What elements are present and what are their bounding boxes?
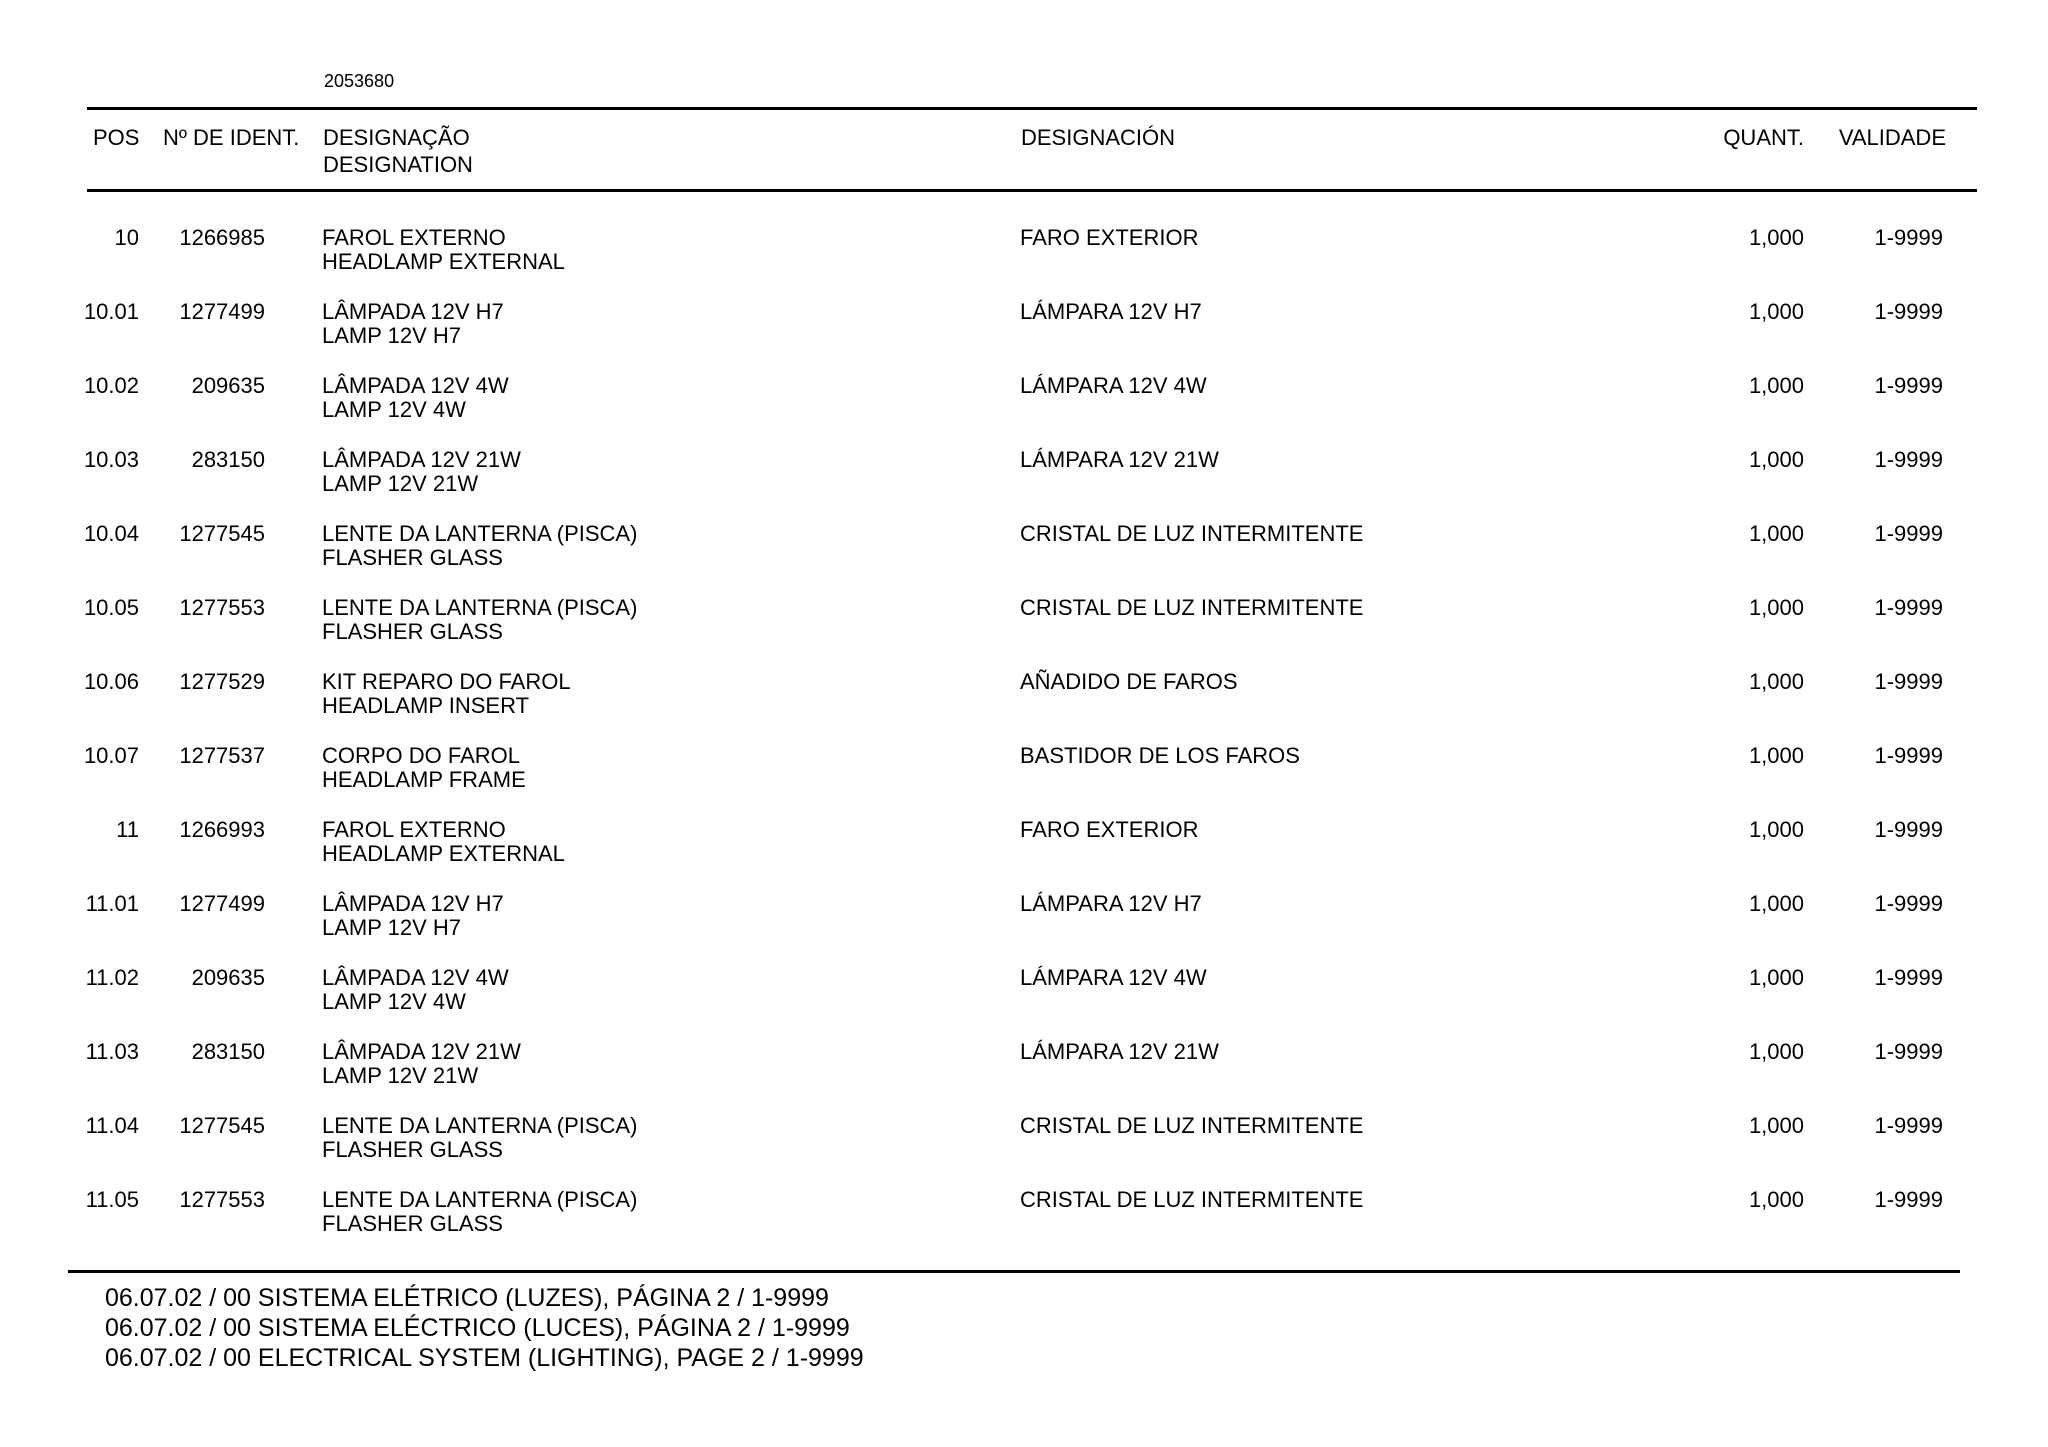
header-pos: POS xyxy=(93,125,140,150)
header-rule xyxy=(87,189,1977,192)
cell-designation-pt: LÂMPADA 12V H7 xyxy=(322,891,504,916)
cell-pos: 10.05 xyxy=(83,595,139,620)
cell-ident: 1277553 xyxy=(179,595,265,620)
cell-designation-es: CRISTAL DE LUZ INTERMITENTE xyxy=(1020,521,1364,546)
cell-designation xyxy=(322,596,637,644)
table-row xyxy=(0,1114,2048,1188)
cell-ident: 209635 xyxy=(191,965,265,990)
header-designation-en: DESIGNATION xyxy=(323,152,473,177)
table-row xyxy=(0,522,2048,596)
cell-ident: 209635 xyxy=(191,373,265,398)
table-row xyxy=(0,1040,2048,1114)
cell-validity: 1-9999 xyxy=(1874,595,1943,620)
cell-designation-es: CRISTAL DE LUZ INTERMITENTE xyxy=(1020,1113,1364,1138)
cell-quantity: 1,000 xyxy=(1748,669,1804,694)
cell-quantity: 1,000 xyxy=(1748,891,1804,916)
cell-designation-pt: KIT REPARO DO FAROL xyxy=(322,669,571,694)
cell-pos: 11.04 xyxy=(85,1113,139,1138)
cell-quantity: 1,000 xyxy=(1748,817,1804,842)
cell-designation-es: CRISTAL DE LUZ INTERMITENTE xyxy=(1020,595,1364,620)
cell-pos: 11.03 xyxy=(85,1039,139,1064)
cell-designation-pt: LÂMPADA 12V 21W xyxy=(322,447,521,472)
cell-validity: 1-9999 xyxy=(1874,1039,1943,1064)
cell-quantity: 1,000 xyxy=(1748,1187,1804,1212)
header-quantity: QUANT. xyxy=(1723,125,1804,150)
cell-designation-pt: LÂMPADA 12V 21W xyxy=(322,1039,521,1064)
cell-ident: 1277499 xyxy=(179,299,265,324)
cell-quantity: 1,000 xyxy=(1748,595,1804,620)
cell-designation-en: FLASHER GLASS xyxy=(322,619,503,644)
cell-validity: 1-9999 xyxy=(1874,225,1943,250)
cell-quantity: 1,000 xyxy=(1748,743,1804,768)
cell-designation xyxy=(322,300,504,348)
cell-designation-pt: LÂMPADA 12V 4W xyxy=(322,965,509,990)
cell-pos: 10.01 xyxy=(83,299,139,324)
cell-pos: 10.07 xyxy=(83,743,139,768)
cell-designation-en: LAMP 12V H7 xyxy=(322,323,462,348)
cell-designation xyxy=(322,1114,637,1162)
cell-designation-es: LÁMPARA 12V 21W xyxy=(1020,1039,1219,1064)
footer-line-pt: 06.07.02 / 00 SISTEMA ELÉTRICO (LUZES), PÁGINA 2 / 1-9999 xyxy=(105,1284,829,1312)
cell-validity: 1-9999 xyxy=(1874,965,1943,990)
cell-pos: 11 xyxy=(116,817,139,842)
cell-ident: 1277553 xyxy=(179,1187,265,1212)
cell-designation-en: HEADLAMP EXTERNAL xyxy=(322,249,565,274)
cell-designation xyxy=(322,226,565,274)
cell-pos: 11.05 xyxy=(85,1187,139,1212)
header-ident: Nº DE IDENT. xyxy=(163,125,300,150)
cell-designation-es: FARO EXTERIOR xyxy=(1020,817,1199,842)
cell-designation-en: LAMP 12V 21W xyxy=(322,471,479,496)
cell-designation-es: FARO EXTERIOR xyxy=(1020,225,1199,250)
table-row xyxy=(0,818,2048,892)
header-designation xyxy=(323,124,473,178)
cell-designation-es: CRISTAL DE LUZ INTERMITENTE xyxy=(1020,1187,1364,1212)
cell-designation-es: LÁMPARA 12V H7 xyxy=(1020,891,1202,916)
cell-designation-es: LÁMPARA 12V 4W xyxy=(1020,373,1207,398)
cell-designation xyxy=(322,374,509,422)
cell-designation-en: HEADLAMP EXTERNAL xyxy=(322,841,565,866)
cell-ident: 283150 xyxy=(191,447,265,472)
page-footer xyxy=(105,1283,864,1373)
cell-ident: 1277537 xyxy=(179,743,265,768)
cell-designation-es: LÁMPARA 12V 4W xyxy=(1020,965,1207,990)
cell-pos: 11.02 xyxy=(85,965,139,990)
cell-designation-pt: LÂMPADA 12V H7 xyxy=(322,299,504,324)
cell-designation-pt: FAROL EXTERNO xyxy=(322,817,506,842)
cell-validity: 1-9999 xyxy=(1874,373,1943,398)
header-designation-pt: DESIGNAÇÃO xyxy=(323,125,470,150)
cell-designation xyxy=(322,670,571,718)
cell-designation-en: HEADLAMP FRAME xyxy=(322,767,526,792)
cell-designation-es: AÑADIDO DE FAROS xyxy=(1020,669,1238,694)
cell-ident: 1277545 xyxy=(179,1113,265,1138)
cell-validity: 1-9999 xyxy=(1874,299,1943,324)
cell-designation-es: LÁMPARA 12V 21W xyxy=(1020,447,1219,472)
header-designation-es: DESIGNACIÓN xyxy=(1021,125,1176,150)
cell-quantity: 1,000 xyxy=(1748,1039,1804,1064)
cell-validity: 1-9999 xyxy=(1874,521,1943,546)
cell-designation-es: LÁMPARA 12V H7 xyxy=(1020,299,1202,324)
table-row xyxy=(0,374,2048,448)
table-row xyxy=(0,596,2048,670)
parts-table-body xyxy=(0,226,2048,1262)
cell-designation-en: FLASHER GLASS xyxy=(322,1137,503,1162)
cell-validity: 1-9999 xyxy=(1874,1187,1943,1212)
cell-designation-pt: CORPO DO FAROL xyxy=(322,743,521,768)
cell-validity: 1-9999 xyxy=(1874,891,1943,916)
cell-designation-pt: LENTE DA LANTERNA (PISCA) xyxy=(322,521,638,546)
cell-quantity: 1,000 xyxy=(1748,373,1804,398)
cell-quantity: 1,000 xyxy=(1748,521,1804,546)
table-row xyxy=(0,892,2048,966)
cell-pos: 11.01 xyxy=(85,891,139,916)
table-row xyxy=(0,966,2048,1040)
cell-quantity: 1,000 xyxy=(1748,225,1804,250)
cell-designation xyxy=(322,818,565,866)
cell-designation-pt: FAROL EXTERNO xyxy=(322,225,506,250)
footer-line-en: 06.07.02 / 00 ELECTRICAL SYSTEM (LIGHTING), PAGE 2 / 1-9999 xyxy=(105,1344,864,1372)
cell-quantity: 1,000 xyxy=(1748,447,1804,472)
cell-quantity: 1,000 xyxy=(1748,965,1804,990)
cell-validity: 1-9999 xyxy=(1874,447,1943,472)
cell-designation-pt: LENTE DA LANTERNA (PISCA) xyxy=(322,1187,638,1212)
top-rule xyxy=(87,107,1977,110)
cell-pos: 10.04 xyxy=(83,521,139,546)
table-row xyxy=(0,448,2048,522)
cell-designation-en: HEADLAMP INSERT xyxy=(322,693,530,718)
cell-pos: 10.03 xyxy=(83,447,139,472)
cell-designation-pt: LÂMPADA 12V 4W xyxy=(322,373,509,398)
cell-ident: 283150 xyxy=(191,1039,265,1064)
cell-quantity: 1,000 xyxy=(1748,299,1804,324)
table-row xyxy=(0,300,2048,374)
cell-validity: 1-9999 xyxy=(1874,817,1943,842)
cell-designation-pt: LENTE DA LANTERNA (PISCA) xyxy=(322,595,638,620)
cell-ident: 1277529 xyxy=(179,669,265,694)
cell-pos: 10 xyxy=(114,225,139,250)
cell-designation xyxy=(322,522,637,570)
cell-validity: 1-9999 xyxy=(1874,1113,1943,1138)
cell-pos: 10.02 xyxy=(83,373,139,398)
cell-validity: 1-9999 xyxy=(1874,669,1943,694)
cell-designation-en: LAMP 12V 4W xyxy=(322,989,466,1014)
cell-ident: 1266985 xyxy=(179,225,265,250)
cell-quantity: 1,000 xyxy=(1748,1113,1804,1138)
cell-designation xyxy=(322,966,509,1014)
table-row xyxy=(0,226,2048,300)
cell-designation xyxy=(322,744,526,792)
cell-designation xyxy=(322,1040,521,1088)
cell-ident: 1266993 xyxy=(179,817,265,842)
table-row xyxy=(0,1188,2048,1262)
cell-designation xyxy=(322,892,504,940)
cell-designation-en: LAMP 12V 4W xyxy=(322,397,466,422)
cell-designation-en: FLASHER GLASS xyxy=(322,1211,503,1236)
cell-designation-es: BASTIDOR DE LOS FAROS xyxy=(1020,743,1300,768)
table-row xyxy=(0,670,2048,744)
cell-designation xyxy=(322,1188,637,1236)
cell-designation-pt: LENTE DA LANTERNA (PISCA) xyxy=(322,1113,638,1138)
cell-designation-en: LAMP 12V H7 xyxy=(322,915,462,940)
cell-ident: 1277545 xyxy=(179,521,265,546)
table-row xyxy=(0,744,2048,818)
document-number: 2053680 xyxy=(324,71,395,91)
footer-line-es: 06.07.02 / 00 SISTEMA ELÉCTRICO (LUCES), PÁGINA 2 / 1-9999 xyxy=(105,1314,850,1342)
cell-validity: 1-9999 xyxy=(1874,743,1943,768)
cell-designation xyxy=(322,448,521,496)
footer-rule xyxy=(68,1270,1960,1273)
cell-pos: 10.06 xyxy=(83,669,139,694)
cell-designation-en: FLASHER GLASS xyxy=(322,545,503,570)
cell-designation-en: LAMP 12V 21W xyxy=(322,1063,479,1088)
header-validity: VALIDADE xyxy=(1838,125,1946,150)
cell-ident: 1277499 xyxy=(179,891,265,916)
